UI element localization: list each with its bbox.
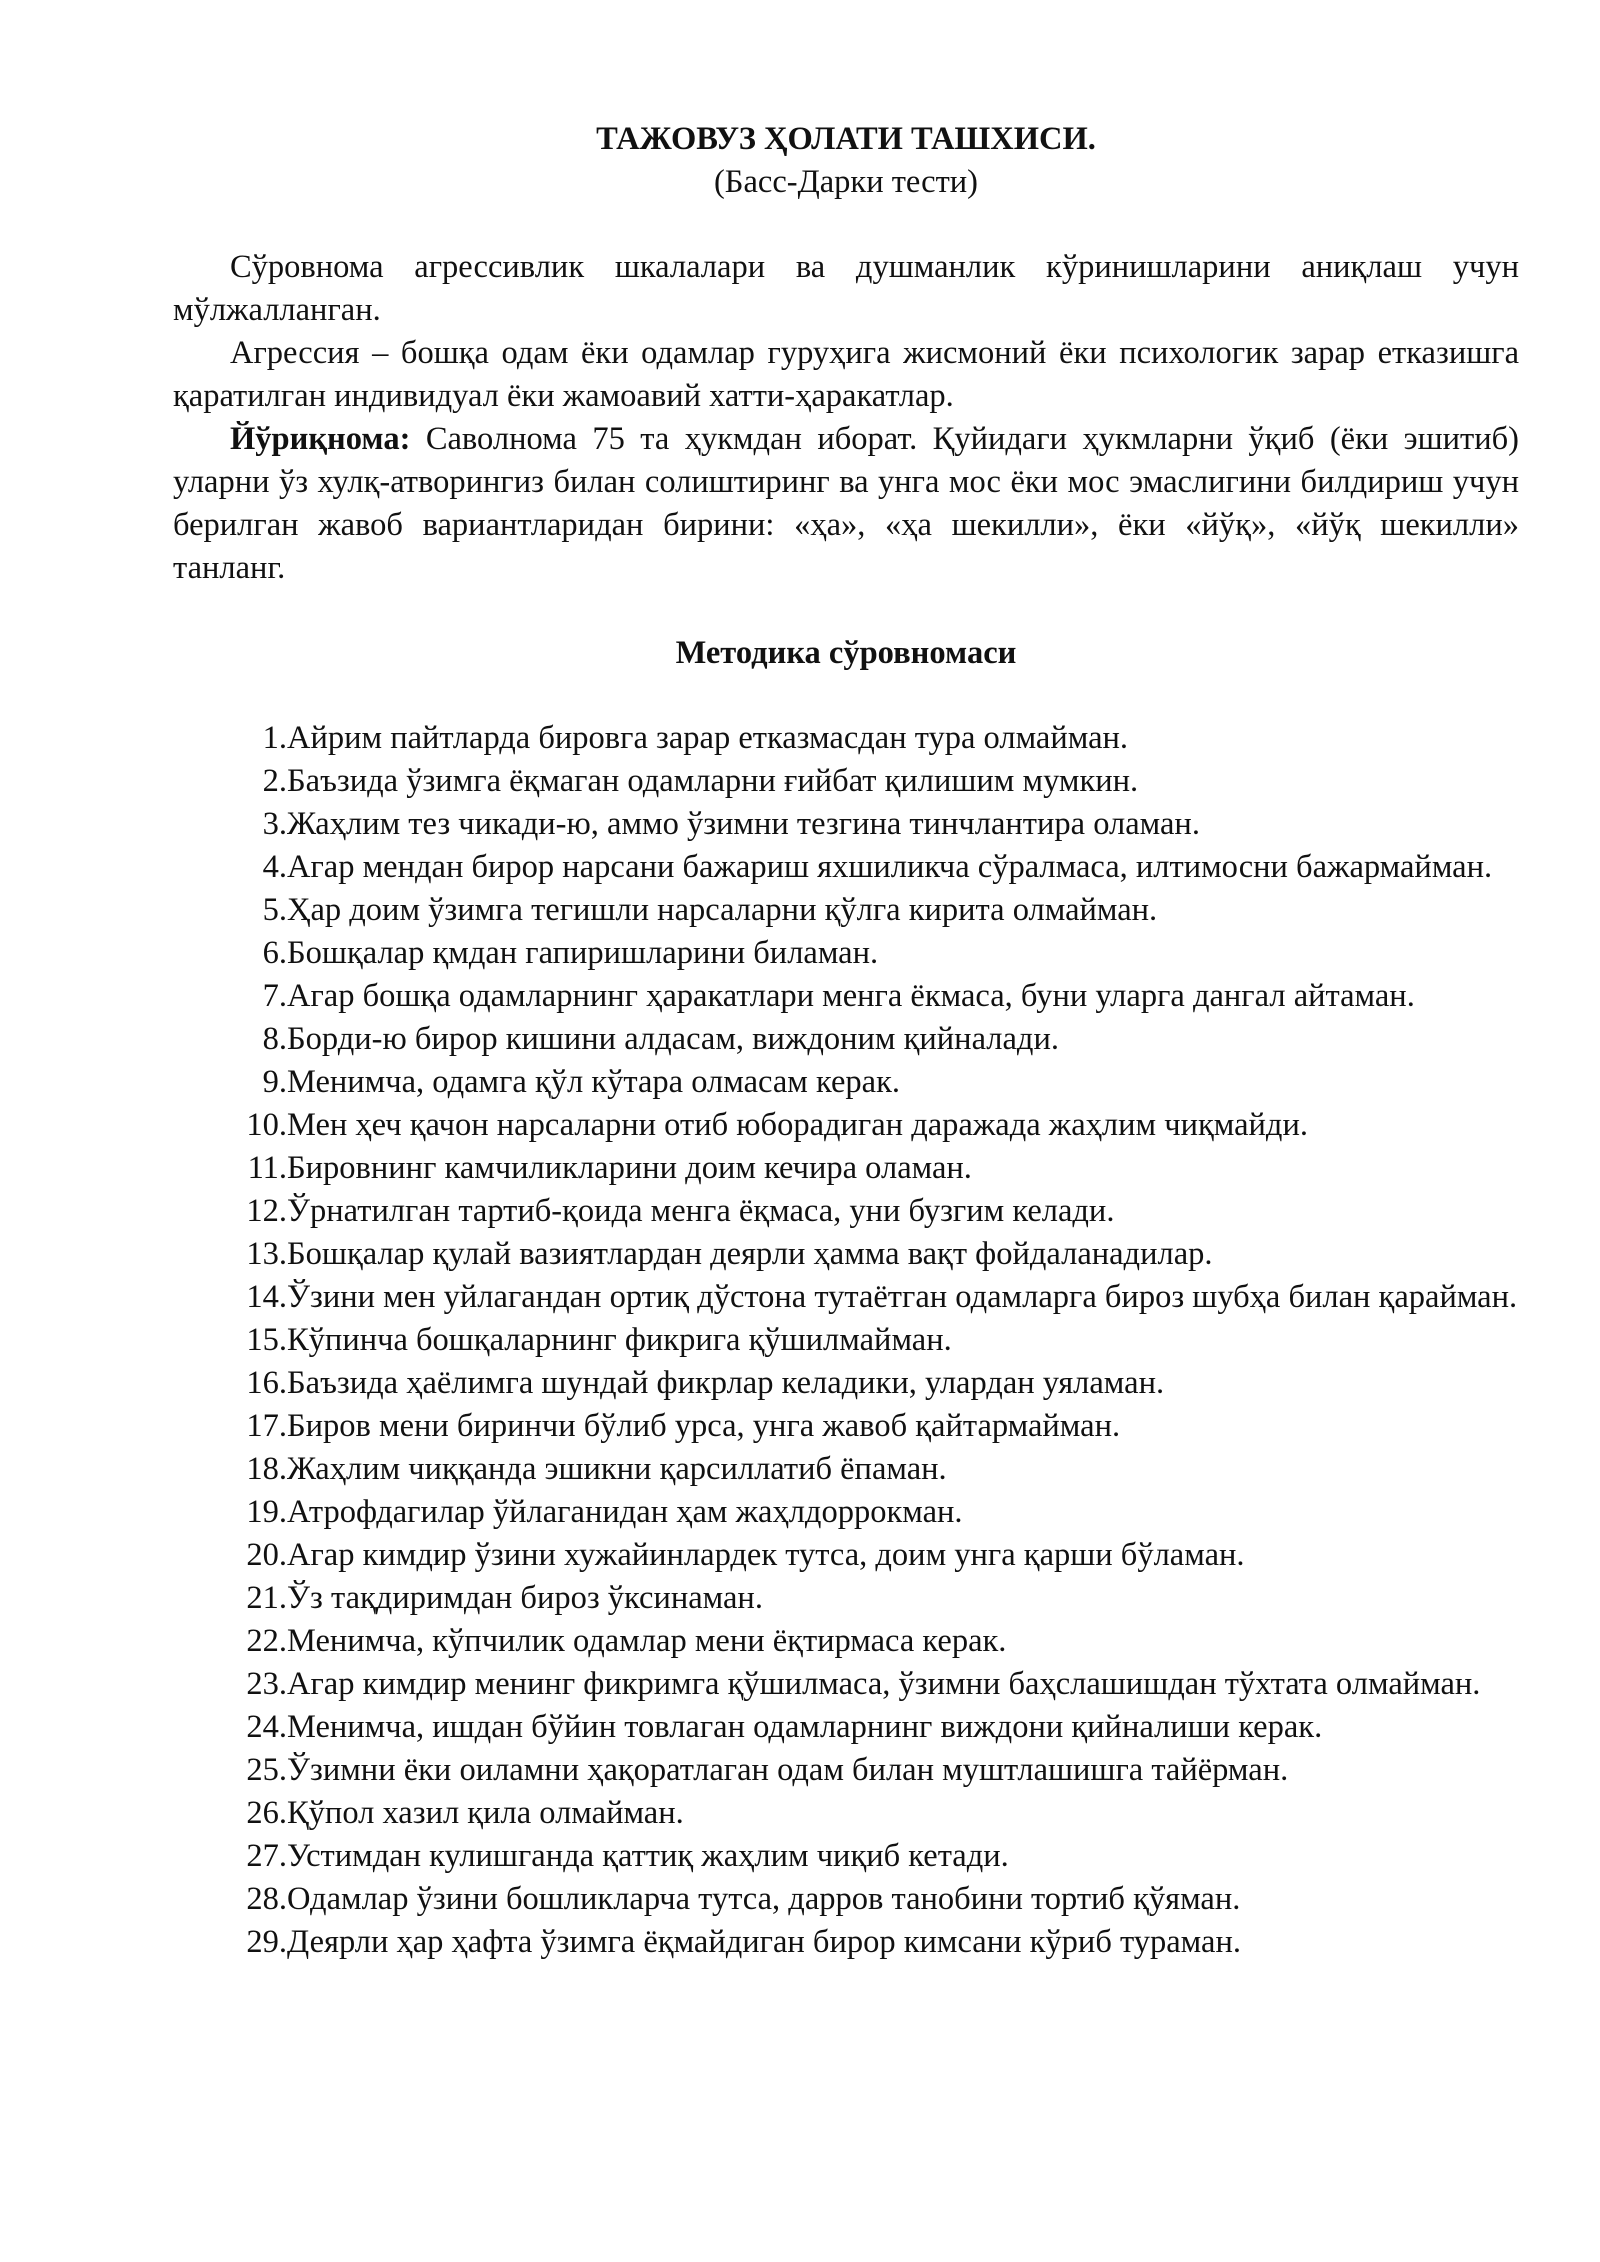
question-text: Ўзини мен уйлагандан ортиқ дўстона тутаётган одамларга бироз шубҳа билан қарайман.: [287, 1279, 1518, 1315]
question-number: 18.: [246, 1451, 287, 1487]
question-item: [173, 1577, 1519, 1620]
paragraph-bold-label: Йўриқнома:: [230, 421, 411, 457]
question-number: 10.: [246, 1107, 287, 1143]
question-text: Агар кимдир менинг фикримга қўшилмаса, ўзимни баҳслашишдан тўхтата олмайман.: [287, 1666, 1481, 1702]
question-text: Баъзида ўзимга ёқмаган одамларни ғийбат қилишим мумкин.: [287, 763, 1139, 799]
question-item: [173, 717, 1519, 760]
question-number: 29.: [246, 1924, 287, 1960]
question-number-wrap: [173, 1921, 287, 1964]
paragraph-text: Агрессия – бошқа одам ёки одамлар гуруҳига жисмоний ёки психологик зарар етказишга қаратилган индивидуал ёки жамоавий хатти-ҳаракатлар.: [173, 335, 1519, 414]
intro-paragraph: [173, 246, 1519, 332]
question-item: [173, 1491, 1519, 1534]
question-number-wrap: [173, 1405, 287, 1448]
question-number: 11.: [247, 1150, 287, 1186]
question-number-wrap: [173, 975, 287, 1018]
question-number: 12.: [246, 1193, 287, 1229]
question-text: Ўз тақдиримдан бироз ўксинаман.: [287, 1580, 763, 1616]
question-number-wrap: [173, 1233, 287, 1276]
question-text: Менимча, одамга қўл кўтара олмасам керак.: [287, 1064, 900, 1100]
question-item: [173, 1835, 1519, 1878]
paragraph-text: Саволнома 75 та ҳукмдан иборат. Қуйидаги ҳукмларни ўқиб (ёки эшитиб) уларни ўз хулқ-атворингиз билан солиштиринг ва унга мос ёки мос эмаслигини билдириш учун берилган жавоб вариантларидан бирини: «ҳа», «ҳа шекилли», ёки «йўқ», «йўқ шекилли» танланг.: [173, 421, 1519, 586]
question-item: [173, 1276, 1519, 1319]
question-item: [173, 1620, 1519, 1663]
question-item: [173, 1663, 1519, 1706]
question-number-wrap: [173, 846, 287, 889]
paragraph-text: Сўровнома агрессивлик шкалалари ва душманлик кўринишларини аниқлаш учун мўлжалланган.: [173, 249, 1519, 328]
question-number-wrap: [173, 1147, 287, 1190]
question-item: [173, 1921, 1519, 1964]
question-item: [173, 1534, 1519, 1577]
document-content: [173, 118, 1519, 1964]
question-number-wrap: [173, 1190, 287, 1233]
question-number: 15.: [246, 1322, 287, 1358]
question-number-wrap: [173, 1448, 287, 1491]
question-item: [173, 1319, 1519, 1362]
question-number-wrap: [173, 1104, 287, 1147]
question-number: 9.: [262, 1064, 287, 1100]
question-number: 21.: [246, 1580, 287, 1616]
question-number: 22.: [246, 1623, 287, 1659]
question-number-wrap: [173, 1706, 287, 1749]
question-number: 4.: [262, 849, 287, 885]
question-number-wrap: [173, 1663, 287, 1706]
question-text: Менимча, ишдан бўйин товлаган одамларнинг виждони қийналиши керак.: [287, 1709, 1323, 1745]
question-text: Ҳар доим ўзимга тегишли нарсаларни қўлга кирита олмайман.: [287, 892, 1158, 928]
question-text: Кўпинча бошқаларнинг фикрига қўшилмайман.: [287, 1322, 952, 1358]
question-item: [173, 760, 1519, 803]
question-number: 1.: [262, 720, 287, 756]
question-text: Агар кимдир ўзини хужайинлардек тутса, доим унга қарши бўламан.: [287, 1537, 1245, 1573]
question-list: [173, 717, 1519, 1964]
question-item: [173, 803, 1519, 846]
question-number: 7.: [262, 978, 287, 1014]
question-item: [173, 1018, 1519, 1061]
question-number-wrap: [173, 1792, 287, 1835]
question-number-wrap: [173, 1749, 287, 1792]
question-number: 14.: [246, 1279, 287, 1315]
question-text: Бировнинг камчиликларини доим кечира оламан.: [287, 1150, 972, 1186]
question-number: 13.: [246, 1236, 287, 1272]
question-text: Бошқалар қмдан гапиришларини биламан.: [287, 935, 879, 971]
question-item: [173, 889, 1519, 932]
question-text: Устимдан кулишганда қаттиқ жаҳлим чиқиб кетади.: [287, 1838, 1009, 1874]
question-number: 16.: [246, 1365, 287, 1401]
document-title: ТАЖОВУЗ ҲОЛАТИ ТАШХИСИ.: [596, 121, 1096, 157]
question-number: 6.: [262, 935, 287, 971]
question-text: Биров мени биринчи бўлиб урса, унга жавоб қайтармайман.: [287, 1408, 1121, 1444]
question-number-wrap: [173, 760, 287, 803]
question-text: Агар бошқа одамларнинг ҳаракатлари менга ёкмаса, буни уларга дангал айтаман.: [287, 978, 1415, 1014]
question-item: [173, 932, 1519, 975]
question-item: [173, 1878, 1519, 1921]
question-number-wrap: [173, 1620, 287, 1663]
question-number-wrap: [173, 1319, 287, 1362]
question-number-wrap: [173, 1835, 287, 1878]
question-number-wrap: [173, 1491, 287, 1534]
question-item: [173, 1706, 1519, 1749]
question-text: Агар мендан бирор нарсани бажариш яхшиликча сўралмаса, илтимосни бажармайман.: [287, 849, 1493, 885]
question-item: [173, 846, 1519, 889]
intro-paragraph: [173, 332, 1519, 418]
question-item: [173, 1147, 1519, 1190]
question-number: 3.: [262, 806, 287, 842]
question-number-wrap: [173, 1534, 287, 1577]
question-number-wrap: [173, 1018, 287, 1061]
question-number: 28.: [246, 1881, 287, 1917]
question-number: 2.: [262, 763, 287, 799]
question-item: [173, 1061, 1519, 1104]
question-item: [173, 1749, 1519, 1792]
question-item: [173, 1405, 1519, 1448]
question-text: Деярли ҳар ҳафта ўзимга ёқмайдиган бирор кимсани кўриб тураман.: [287, 1924, 1241, 1960]
question-item: [173, 1792, 1519, 1835]
question-text: Бошқалар қулай вазиятлардан деярли ҳамма вақт фойдаланадилар.: [287, 1236, 1213, 1272]
question-number-wrap: [173, 717, 287, 760]
question-number: 26.: [246, 1795, 287, 1831]
question-text: Қўпол хазил қила олмайман.: [287, 1795, 684, 1831]
question-text: Одамлар ўзини бошликларча тутса, дарров танобини тортиб қўяман.: [287, 1881, 1241, 1917]
question-text: Ўрнатилган тартиб-қоида менга ёқмаса, уни бузгим келади.: [287, 1193, 1115, 1229]
question-item: [173, 975, 1519, 1018]
question-number-wrap: [173, 1577, 287, 1620]
question-text: Жаҳлим чиққанда эшикни қарсиллатиб ёпаман.: [287, 1451, 947, 1487]
question-number-wrap: [173, 889, 287, 932]
question-text: Жаҳлим тез чикади-ю, аммо ўзимни тезгина тинчлантира оламан.: [287, 806, 1200, 842]
intro-paragraph: [173, 418, 1519, 590]
question-item: [173, 1104, 1519, 1147]
question-item: [173, 1190, 1519, 1233]
question-text: Баъзида ҳаёлимга шундай фикрлар келадики, улардан уяламан.: [287, 1365, 1165, 1401]
question-number: 25.: [246, 1752, 287, 1788]
question-number: 17.: [246, 1408, 287, 1444]
question-text: Борди-ю бирор кишини алдасам, виждоним қийналади.: [287, 1021, 1059, 1057]
question-text: Менимча, кўпчилик одамлар мени ёқтирмаса керак.: [287, 1623, 1007, 1659]
section-title: Методика сўровномаси: [675, 635, 1017, 671]
question-number-wrap: [173, 1362, 287, 1405]
question-item: [173, 1362, 1519, 1405]
question-number: 27.: [246, 1838, 287, 1874]
question-number: 24.: [246, 1709, 287, 1745]
question-text: Ўзимни ёки оиламни ҳақоратлаган одам билан муштлашишга тайёрман.: [287, 1752, 1289, 1788]
question-number-wrap: [173, 932, 287, 975]
question-text: Атрофдагилар ўйлаганидан ҳам жаҳлдоррокман.: [287, 1494, 963, 1530]
question-number: 8.: [262, 1021, 287, 1057]
intro-paragraphs: [173, 246, 1519, 590]
question-number-wrap: [173, 1878, 287, 1921]
document-subtitle: (Басс-Дарки тести): [713, 164, 978, 200]
question-number-wrap: [173, 1276, 287, 1319]
question-number-wrap: [173, 803, 287, 846]
question-item: [173, 1448, 1519, 1491]
question-text: Айрим пайтларда бировга зарар етказмасдан тура олмайман.: [287, 720, 1129, 756]
question-number-wrap: [173, 1061, 287, 1104]
question-number: 20.: [246, 1537, 287, 1573]
question-item: [173, 1233, 1519, 1276]
question-number: 23.: [246, 1666, 287, 1702]
question-number: 19.: [246, 1494, 287, 1530]
question-text: Мен ҳеч қачон нарсаларни отиб юборадиган даражада жаҳлим чиқмайди.: [287, 1107, 1308, 1143]
question-number: 5.: [262, 892, 287, 928]
